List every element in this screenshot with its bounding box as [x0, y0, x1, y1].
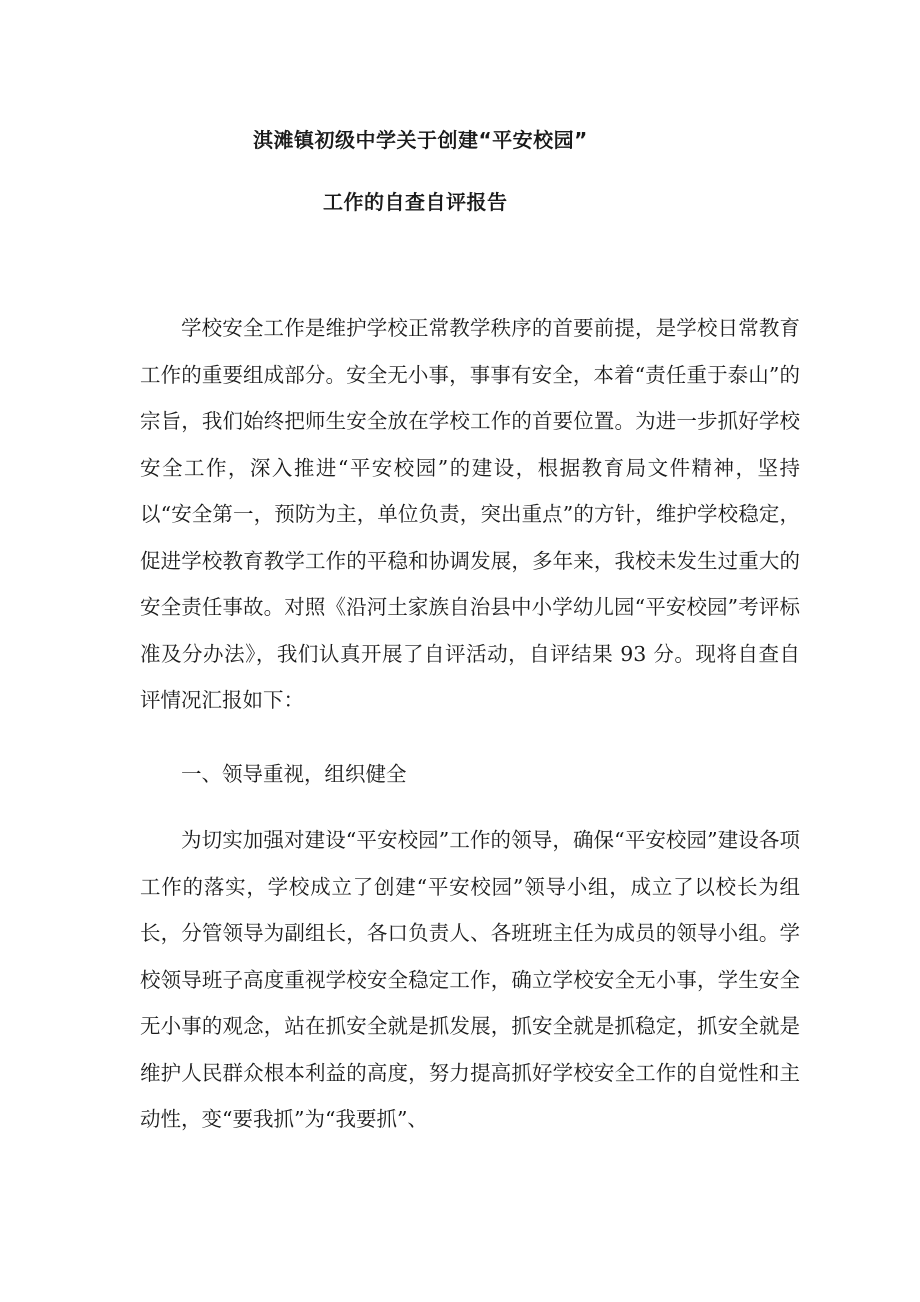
intro-paragraph: 学校安全工作是维护学校正常教学秩序的首要前提，是学校日常教育工作的重要组成部分。安全无小事，事事有安全，本着“责任重于泰山”的宗旨，我们始终把师生安全放在学校工作的首要位置。为进一步抓好学校安全工作，深入推进“平安校园”的建设，根据教育局文件精神，坚持以“安全第一，预防为主，单位负责，突出重点”的方针，维护学校稳定，促进学校教育教学工作的平稳和协调发展，多年来，我校未发生过重大的安全责任事故。对照《沿河土家族自治县中小学幼儿园“平安校园”考评标准及分办法》，我们认真开展了自评活动，自评结果 93 分。现将自查自评情况汇报如下： — [140, 316, 800, 712]
document-title-line-1: 淇滩镇初级中学关于创建“平安校园” — [253, 128, 588, 152]
section-1-paragraph: 为切实加强对建设“平安校园”工作的领导，确保“平安校园”建设各项工作的落实，学校成立了创建“平安校园”领导小组，成立了以校长为组长，分管领导为副组长，各口负责人、各班班主任为成员的领导小组。学校领导班子高度重视学校安全稳定工作，确立学校安全无小事，学生安全无小事的观念，站在抓安全就是抓发展，抓安全就是抓稳定，抓安全就是维护人民群众根本利益的高度，努力提高抓好学校安全工作的自觉性和主动性，变“要我抓”为“我要抓”、 — [140, 828, 800, 1131]
section-heading-1: 一、领导重视，组织健全 — [181, 762, 407, 786]
document-title-line-2: 工作的自查自评报告 — [323, 190, 508, 214]
